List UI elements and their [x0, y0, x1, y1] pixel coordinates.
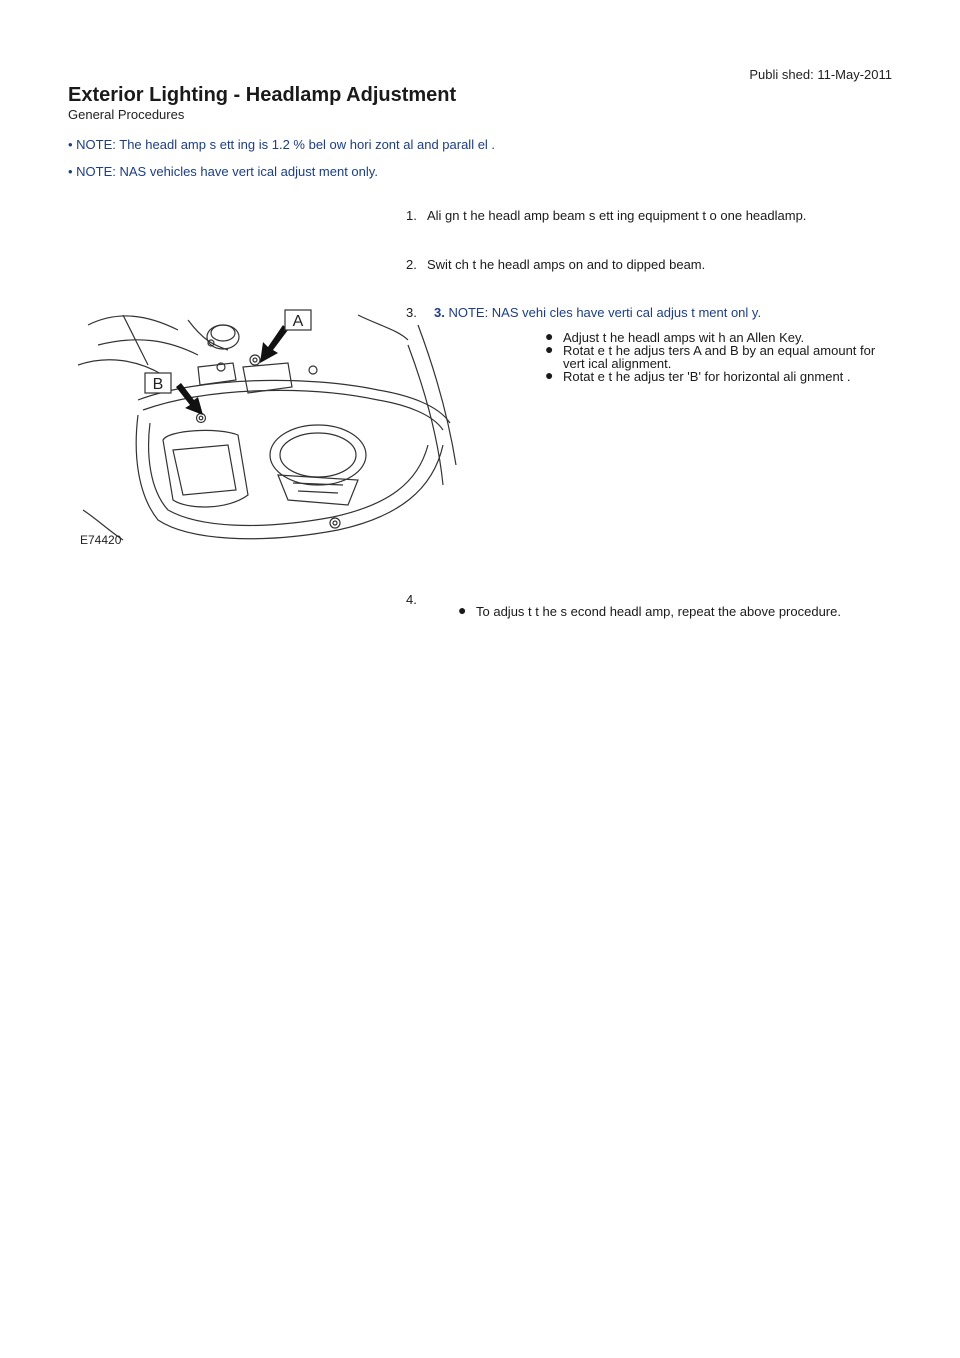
- arrow-b-icon: [176, 383, 203, 415]
- step-number: 4.: [406, 592, 417, 607]
- step-note: NOTE: NAS vehi cles have verti cal adjus t ment onl y.: [444, 305, 762, 320]
- callout-b-label: B: [152, 376, 164, 393]
- page-title: Exterior Lighting - Headlamp Adjustment: [68, 84, 457, 106]
- step-4: [406, 592, 427, 607]
- step-bold-number: 3.: [434, 305, 445, 320]
- bullet-icon: ●: [545, 328, 554, 344]
- arrow-a-icon: [260, 325, 288, 363]
- note-headlamp-setting: • NOTE: The headl amp s ett ing is 1.2 % bel ow hori zont al and parall el .: [68, 137, 496, 152]
- step-number: 2.: [406, 257, 417, 272]
- bullet-item: ● Rotat e t he adjus ters A and B by an equal amount for vert ical alignment.: [545, 341, 876, 371]
- published-date: Publi shed: 11-May-2011: [749, 67, 892, 82]
- step-2: [406, 257, 705, 272]
- bullet-icon: ●: [545, 367, 554, 383]
- bullet-item: ● Adjust t he headl amps wit h an Allen Key.: [545, 328, 805, 345]
- step-text: Ali gn t he headl amp beam s ett ing equipment t o one headlamp.: [427, 208, 807, 223]
- bullet-item: ● To adjus t t he s econd headl amp, repeat the above procedure.: [458, 602, 841, 619]
- headlamp-illustration: [78, 305, 460, 555]
- bullet-icon: ●: [458, 602, 467, 618]
- step-number: 1.: [406, 208, 417, 223]
- callout-a-label: A: [292, 313, 304, 330]
- step-text: Swit ch t he headl amps on and to dipped beam.: [427, 257, 706, 272]
- step-3-bullets: [545, 328, 890, 384]
- step-4-bullets: [458, 602, 898, 619]
- note-nas-vehicles: • NOTE: NAS vehicles have vert ical adjust ment only.: [68, 164, 378, 179]
- figure-id: E74420: [80, 533, 122, 547]
- step-number: 3.: [406, 305, 417, 320]
- page-subtitle: General Procedures: [68, 107, 185, 122]
- bullet-item: ● Rotat e t he adjus ter 'B' for horizontal ali gnment .: [545, 367, 851, 384]
- bullet-icon: ●: [545, 341, 554, 357]
- step-1: [406, 208, 806, 223]
